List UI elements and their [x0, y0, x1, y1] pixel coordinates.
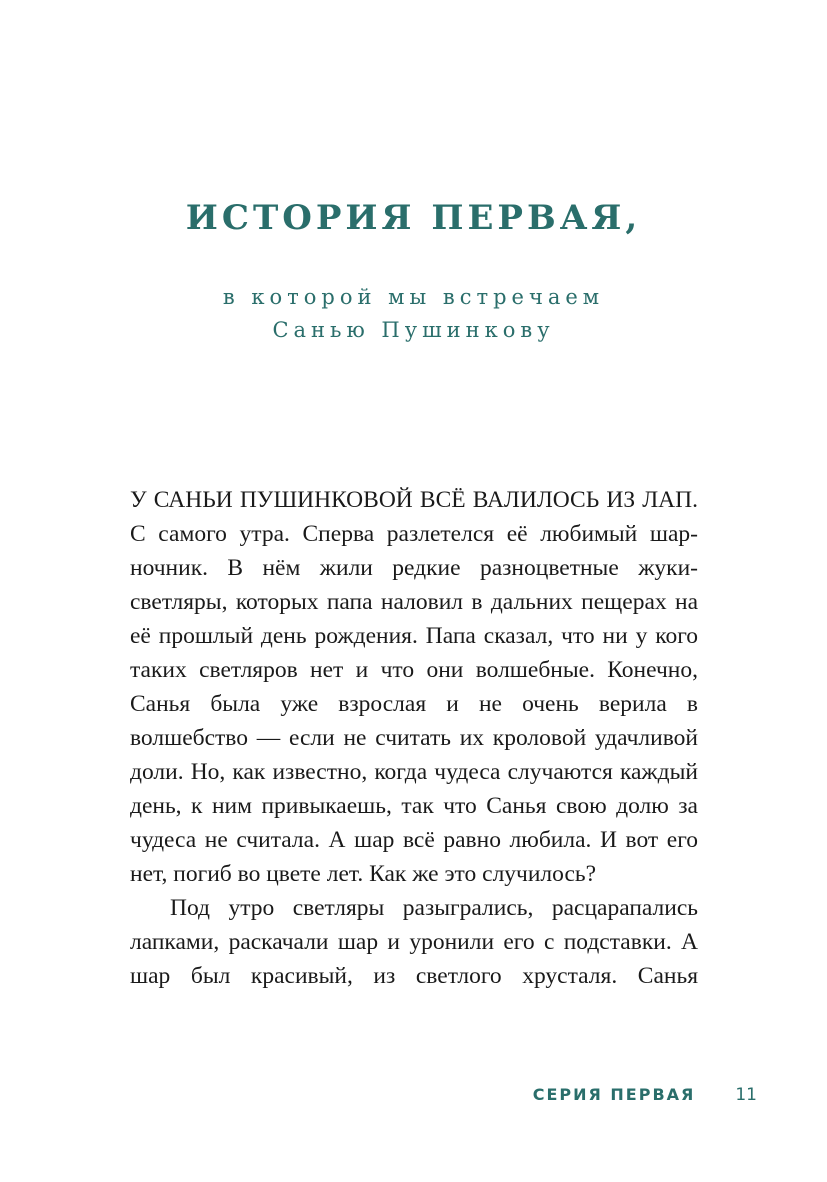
- body-text: [130, 483, 698, 993]
- chapter-subtitle: [0, 281, 827, 347]
- chapter-subtitle-line-2: Санью Пушинкову: [272, 318, 555, 342]
- page-footer: [533, 1085, 757, 1105]
- paragraph-1: У САНЬИ ПУШИНКОВОЙ ВСЁ ВАЛИЛОСЬ ИЗ ЛАП. С самого утра. Сперва разлетелся её любимый шарночник. В нём жили редкие разноцветные жуки-светляры, которых папа наловил в дальних пещерах на её прошлый день рождения. Папа сказал, что ни у кого таких светляров нет и что они волшебные. Конечно, Санья была уже взрослая и не очень верила в волшебство — если не считать их кроловой удачливой доли. Но, как известно, когда чудеса случаются каждый день, к ним привыкаешь, так что Санья свою долю за чудеса не считала. А шар всё равно любила. И вот его нет, погиб во цвете лет. Как же это случилось?: [130, 487, 698, 887]
- page-number: 11: [735, 1085, 757, 1105]
- paragraph-2: Под утро светляры разыгрались, расцарапались лапками, раскачали шар и уронили его с подставки. А шар был красивый, из светлого хрусталя. Санья: [130, 895, 698, 989]
- chapter-title: ИСТОРИЯ ПЕРВАЯ,: [185, 198, 642, 238]
- chapter-subtitle-line-1: в которой мы встречаем: [222, 285, 605, 309]
- running-footer-series: СЕРИЯ ПЕРВАЯ: [532, 1085, 696, 1104]
